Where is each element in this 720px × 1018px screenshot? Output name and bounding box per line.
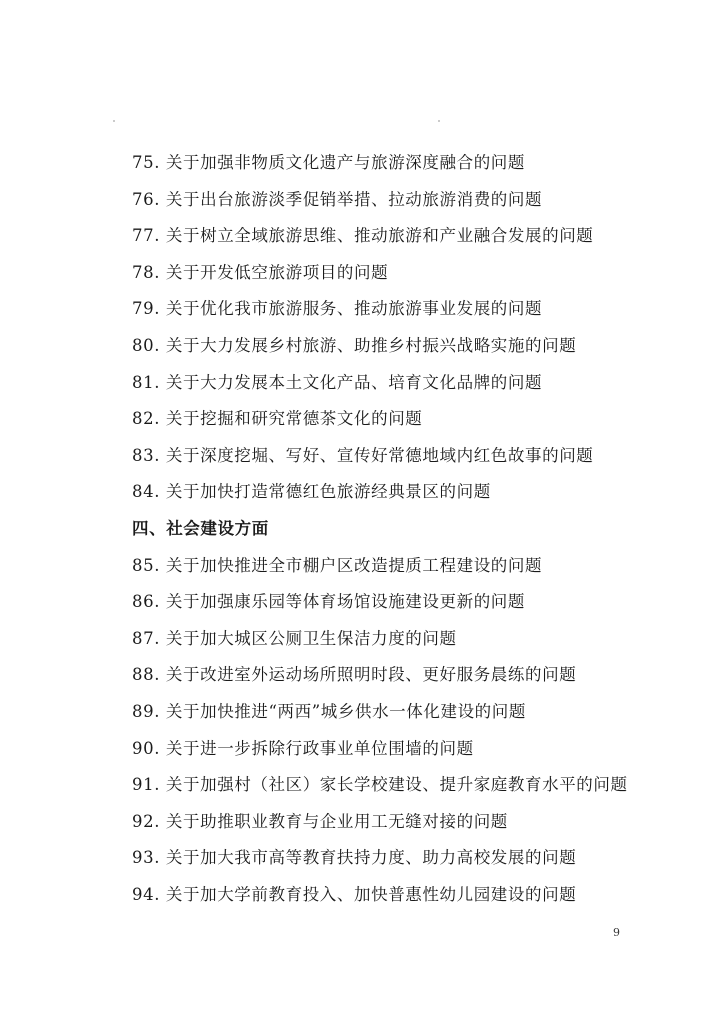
item-number: 89. xyxy=(132,701,161,721)
item-number: 75. xyxy=(132,153,161,172)
item-number: 93. xyxy=(132,848,161,868)
list-item xyxy=(132,291,692,328)
item-number: 84. xyxy=(132,482,161,502)
item-text: 关于大力发展乡村旅游、助推乡村振兴战略实施的问题 xyxy=(165,335,577,355)
item-text: 关于树立全域旅游思维、推动旅游和产业融合发展的问题 xyxy=(165,226,594,246)
item-number: 81. xyxy=(132,372,161,392)
list-item xyxy=(132,694,692,731)
list-item xyxy=(132,840,692,877)
item-number: 80. xyxy=(132,335,161,355)
item-number: 78. xyxy=(132,262,161,282)
item-text: 关于加大我市高等教育扶持力度、助力高校发展的问题 xyxy=(165,848,577,868)
item-text: 关于进一步拆除行政事业单位围墙的问题 xyxy=(165,738,474,758)
list-item xyxy=(132,657,692,694)
scan-speck xyxy=(113,120,115,122)
item-number: 87. xyxy=(132,628,161,648)
item-number: 79. xyxy=(132,299,161,319)
item-number: 88. xyxy=(132,665,161,685)
list-item xyxy=(132,621,692,658)
item-number: 94. xyxy=(132,884,161,904)
item-text: 关于挖掘和研究常德茶文化的问题 xyxy=(165,409,423,429)
list-item xyxy=(132,731,692,768)
scan-speck xyxy=(438,120,440,122)
item-text: 关于优化我市旅游服务、推动旅游事业发展的问题 xyxy=(165,299,543,319)
item-text: 关于加强非物质文化遗产与旅游深度融合的问题 xyxy=(165,153,526,172)
item-text: 关于加快打造常德红色旅游经典景区的问题 xyxy=(165,482,491,502)
item-number: 83. xyxy=(132,445,161,465)
item-number: 77. xyxy=(132,226,161,246)
item-number: 85. xyxy=(132,555,161,575)
list-item xyxy=(132,365,692,402)
list-item xyxy=(132,328,692,365)
item-text: 关于大力发展本土文化产品、培育文化品牌的问题 xyxy=(165,372,543,392)
list-item xyxy=(132,767,692,804)
item-text: 关于加快推进全市棚户区改造提质工程建设的问题 xyxy=(165,555,543,575)
item-text: 关于加强康乐园等体育场馆设施建设更新的问题 xyxy=(165,592,526,612)
document-body xyxy=(132,145,692,913)
section-heading: 四、社会建设方面 xyxy=(132,518,269,538)
item-number: 91. xyxy=(132,775,161,795)
list-item xyxy=(132,474,692,511)
item-text: 关于加大学前教育投入、加快普惠性幼儿园建设的问题 xyxy=(165,884,577,904)
item-number: 76. xyxy=(132,189,161,209)
item-text: 关于加快推进“两西”城乡供水一体化建设的问题 xyxy=(165,701,526,721)
list-item xyxy=(132,182,692,219)
item-text: 关于助推职业教育与企业用工无缝对接的问题 xyxy=(165,811,508,831)
page-number: 9 xyxy=(613,926,620,939)
list-item xyxy=(132,584,692,621)
item-number: 92. xyxy=(132,811,161,831)
item-text: 关于改进室外运动场所照明时段、更好服务晨练的问题 xyxy=(165,665,577,685)
list-item xyxy=(132,877,692,914)
item-text: 关于深度挖堀、写好、宣传好常德地域内红色故事的问题 xyxy=(165,445,594,465)
list-item xyxy=(132,255,692,292)
item-text: 关于开发低空旅游项目的问题 xyxy=(165,262,389,282)
item-number: 86. xyxy=(132,592,161,612)
list-item xyxy=(132,145,692,182)
item-list-bottom xyxy=(132,548,692,914)
item-text: 关于加大城区公厕卫生保洁力度的问题 xyxy=(165,628,457,648)
list-item xyxy=(132,401,692,438)
item-number: 90. xyxy=(132,738,161,758)
item-number: 82. xyxy=(132,409,161,429)
list-item xyxy=(132,548,692,585)
list-item xyxy=(132,804,692,841)
item-text: 关于加强村（社区）家长学校建设、提升家庭教育水平的问题 xyxy=(165,775,628,795)
item-text: 关于出台旅游淡季促销举措、拉动旅游消费的问题 xyxy=(165,189,543,209)
list-item xyxy=(132,218,692,255)
item-list-top xyxy=(132,145,692,511)
list-item xyxy=(132,438,692,475)
